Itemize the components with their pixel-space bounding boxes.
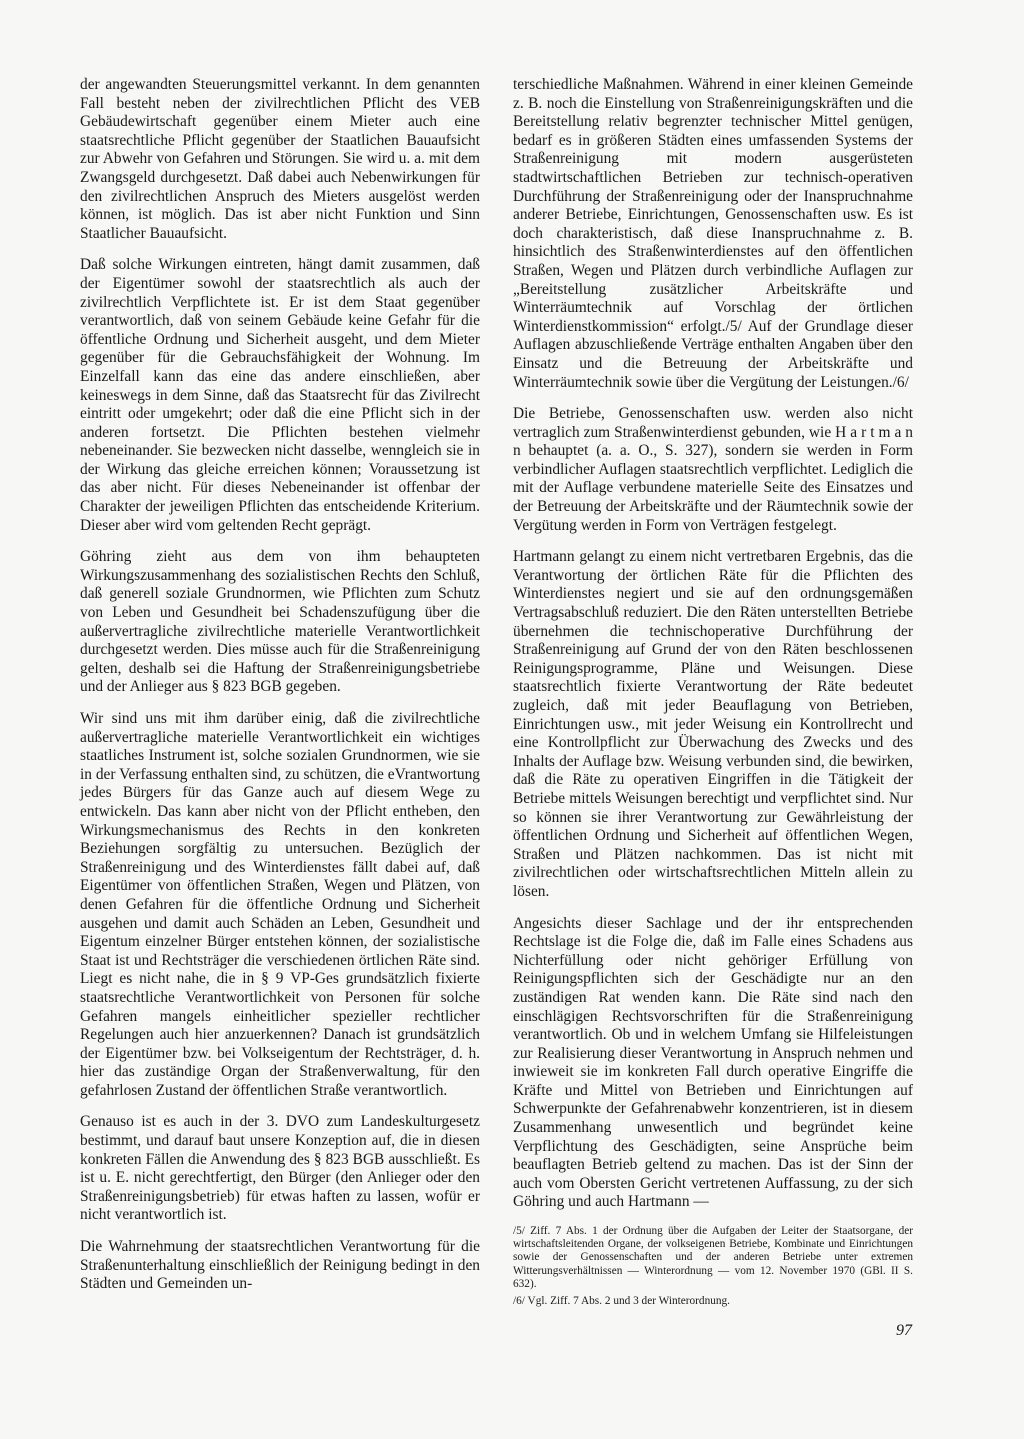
footnote: /6/ Vgl. Ziff. 7 Abs. 2 und 3 der Winterordnung. (513, 1295, 730, 1308)
paragraph: Daß solche Wirkungen eintreten, hängt damit zusammen, daß der Eigentümer sowohl der staatsrechtlich als auch der zivilrechtlich Verpflichtete ist. Er ist dem Staat gegenüber verantwortlich, daß von seinem Gebäude keine Gefahr für die öffentliche Ordnung und Sicherheit ausgeht, und dem Mieter gegenüber für die Gebrauchsfähigkeit der Wohnung. Im Einzelfall kann das eine das andere einschließen, aber keineswegs in dem Sinne, daß das Staatsrecht für das Zivilrecht eintritt oder umgekehrt; oder daß die eine Pflicht sich in der anderen fortsetzt. Die Pflichten bestehen vielmehr nebeneinander. Sie bezwecken nicht dasselbe, wenngleich sie in der Wirkung das gleiche erreichen können; Voraussetzung ist das aber nicht. Für dieses Nebeneinander ist offenbar der Charakter der jeweiligen Pflichten das entscheidende Kriterium. Dieser aber wird vom geltenden Recht geprägt. (80, 256, 480, 534)
paragraph: Die Betriebe, Genossenschaften usw. werden also nicht vertraglich zum Straßenwinterdienst gebunden, wie H a r t m a n n behauptet (a. a. O., S. 327), sondern sie werden in Form verbindlicher Auflagen staatsrechtlich verpflichtet. Lediglich die mit der Auflage verbundene materielle Seite des Einsatzes und der Betreuung der Arbeitskräfte und der Räumtechnik sowie der Vergütung werden in Form von Verträgen festgelegt. (513, 405, 913, 534)
right-column (513, 76, 913, 1312)
paragraph: Die Wahrnehmung der staatsrechtlichen Verantwortung für die Straßenunterhaltung einschließlich der Reinigung bedingt in den Städten und Gemeinden un- (80, 1238, 480, 1293)
left-column (80, 76, 480, 1307)
footnotes (513, 1225, 913, 1308)
paragraph: Genauso ist es auch in der 3. DVO zum Landeskulturgesetz bestimmt, und darauf baut unsere Konzeption auf, die in diesen konkreten Fällen die Anwendung des § 823 BGB ausschließt. Es ist u. E. nicht gerechtfertigt, den Bürger (den Anlieger oder den Straßenreinigungsbetrieb) für etwas haften zu lassen, wofür er nicht verantwortlich ist. (80, 1113, 480, 1224)
paragraph: der angewandten Steuerungsmittel verkannt. In dem genannten Fall besteht neben der zivilrechtlichen Pflicht des VEB Gebäudewirtschaft gegenüber einem Mieter auch eine staatsrechtliche Pflicht gegenüber der Staatlichen Bauaufsicht zur Abwehr von Gefahren und Störungen. Sie wird u. a. mit dem Zwangsgeld durchgesetzt. Daß dabei auch Nebenwirkungen für den zivilrechtlichen Anspruch des Mieters ausgelöst werden können, ist möglich. Das ist aber nicht Funktion und Sinn Staatlicher Bauaufsicht. (80, 76, 480, 242)
paragraph: terschiedliche Maßnahmen. Während in einer kleinen Gemeinde z. B. noch die Einstellung von Straßenreinigungskräften und die Bereitstellung relativ begrenzter technischer Mittel genügen, bedarf es in größeren Städten eines umfassenden Systems der Straßenreinigung mit modern ausgerüsteten stadtwirtschaftlichen Betrieben zur technisch-operativen Durchführung der Straßenreinigung oder der Inanspruchnahme anderer Betriebe, Einrichtungen, Genossenschaften usw. Es ist doch charakteristisch, daß diese Inanspruchnahme z. B. hinsichtlich des Straßenwinterdienstes auf den öffentlichen Straßen, Wegen und Plätzen durch verbindliche Auflagen zur „Bereitstellung zusätzlicher Arbeitskräfte und Winterräumtechnik auf Vorschlag der örtlichen Winterdienstkommission“ erfolgt./5/ Auf der Grundlage dieser Auflagen abzuschließende Verträge enthalten Angaben über den Einsatz und die Betreuung der Arbeitskräfte und Winterräumtechnik sowie über die Vergütung der Leistungen./6/ (513, 76, 913, 391)
paragraph: Göhring zieht aus dem von ihm behaupteten Wirkungszusammenhang des sozialistischen Rechts den Schluß, daß generell soziale Grundnormen, wie Pflichten zum Schutz von Leben und Gesundheit bei Schadenszufügung über die außervertragliche zivilrechtliche materielle Verantwortlichkeit durchgesetzt werden. Dies müsse auch für die Straßenreinigung gelten, deshalb sei die Haftung der Straßenreinigungsbetriebe und der Anlieger aus § 823 BGB gegeben. (80, 548, 480, 696)
paragraph: Angesichts dieser Sachlage und der ihr entsprechenden Rechtslage ist die Folge die, daß im Falle eines Schadens aus Nichterfüllung oder nicht gehöriger Erfüllung von Reinigungspflichten sich der Geschädigte nur an den zuständigen Rat wenden kann. Die Räte sind nach den einschlägigen Rechtsvorschriften für die Straßenreinigung verantwortlich. Ob und in welchem Umfang sie Hilfeleistungen zur Realisierung dieser Verantwortung in Anspruch nehmen und inwieweit sie im konkreten Fall durch operative Eingriffe die Kräfte und Mittel von Betrieben und Einrichtungen auf Schwerpunkte der Gefahrenabwehr konzentrieren, ist in diesem Zusammenhang unwesentlich und begründet keine Verpflichtung des Geschädigten, seine Ansprüche beim beauflagten Betrieb geltend zu machen. Das ist der Sinn der auch vom Obersten Gericht vertretenen Auffassung, zu der sich Göhring und auch Hartmann — (513, 914, 913, 1211)
footnote: /5/ Ziff. 7 Abs. 1 der Ordnung über die Aufgaben der Leiter der Staatsorgane, der wirtschaftsleitenden Organe, der volkseigenen Betriebe, Kombinate und Einrichtungen sowie der Genossenschaften und der anderen Betriebe unter extremen Witterungsverhältnissen — Winterordnung — vom 12. November 1970 (GBl. II S. 632). (513, 1225, 913, 1290)
page-number: 97 (896, 1322, 912, 1339)
paragraph: Wir sind uns mit ihm darüber einig, daß die zivilrechtliche außervertragliche materielle Verantwortlichkeit ein wichtiges staatliches Instrument ist, solche sozialen Grundnormen, wie sie in der Verfassung enthalten sind, zu schützen, die eVrantwortung jedes Bürgers für das Ganze auch auf diesem Wege zu entwickeln. Das kann aber nicht von der Pflicht entheben, den Wirkungsmechanismus des Rechts in den konkreten Beziehungen sorgfältig zu untersuchen. Bezüglich der Straßenreinigung und des Winterdienstes fällt dabei auf, daß Eigentümer von öffentlichen Straßen, Wegen und Plätzen, von denen Gefahren für die öffentliche Ordnung und Sicherheit ausgehen und damit auch Schäden an Leben, Gesundheit und Eigentum einzelner Bürger entstehen können, der sozialistische Staat ist und Rechtsträger die verschiedenen örtlichen Räte sind. Liegt es nicht nahe, die in § 9 VP-Ges grundsätzlich fixierte staatsrechtliche Verantwortlichkeit von Personen für solche Gefahren mangels einheitlicher spezieller rechtlicher Regelungen auch hier anzuerkennen? Danach ist grundsätzlich der Eigentümer bzw. bei Volkseigentum der Rechtsträger, d. h. hier das zuständige Organ der Straßenverwaltung, für den gefahrlosen Zustand der öffentlichen Straße verantwortlich. (80, 710, 480, 1099)
paragraph: Hartmann gelangt zu einem nicht vertretbaren Ergebnis, das die Verantwortung der örtlichen Räte für die Pflichten des Winterdienstes negiert und sie auf den ordnungsgemäßen Vertragsabschluß reduziert. Die den Räten unterstellten Betriebe übernehmen die technischoperative Durchführung der Straßenreinigung auf Grund der von den Räten beschlossenen Reinigungsprogramme, Pläne und Weisungen. Diese staatsrechtlich fixierte Verantwortung der Räte bedeutet zugleich, daß mit jeder Beauflagung von Betrieben, Einrichtungen usw., mit jeder Weisung ein Kontrollrecht und eine Kontrollpflicht zur Überwachung des Zwecks und des Inhalts der Auflage bzw. Weisung verbunden sind, die bewirken, daß die Räte zu operativen Eingriffen in die Tätigkeit der Betriebe mittels Weisungen berechtigt und verpflichtet sind. Nur so können sie ihrer Verantwortung zur Gewährleistung der öffentlichen Ordnung und Sicherheit auf öffentlichen Wegen, Straßen und Plätzen nachkommen. Das ist nicht mit zivilrechtlichen oder wirtschaftsrechtlichen Mitteln allein zu lösen. (513, 548, 913, 900)
